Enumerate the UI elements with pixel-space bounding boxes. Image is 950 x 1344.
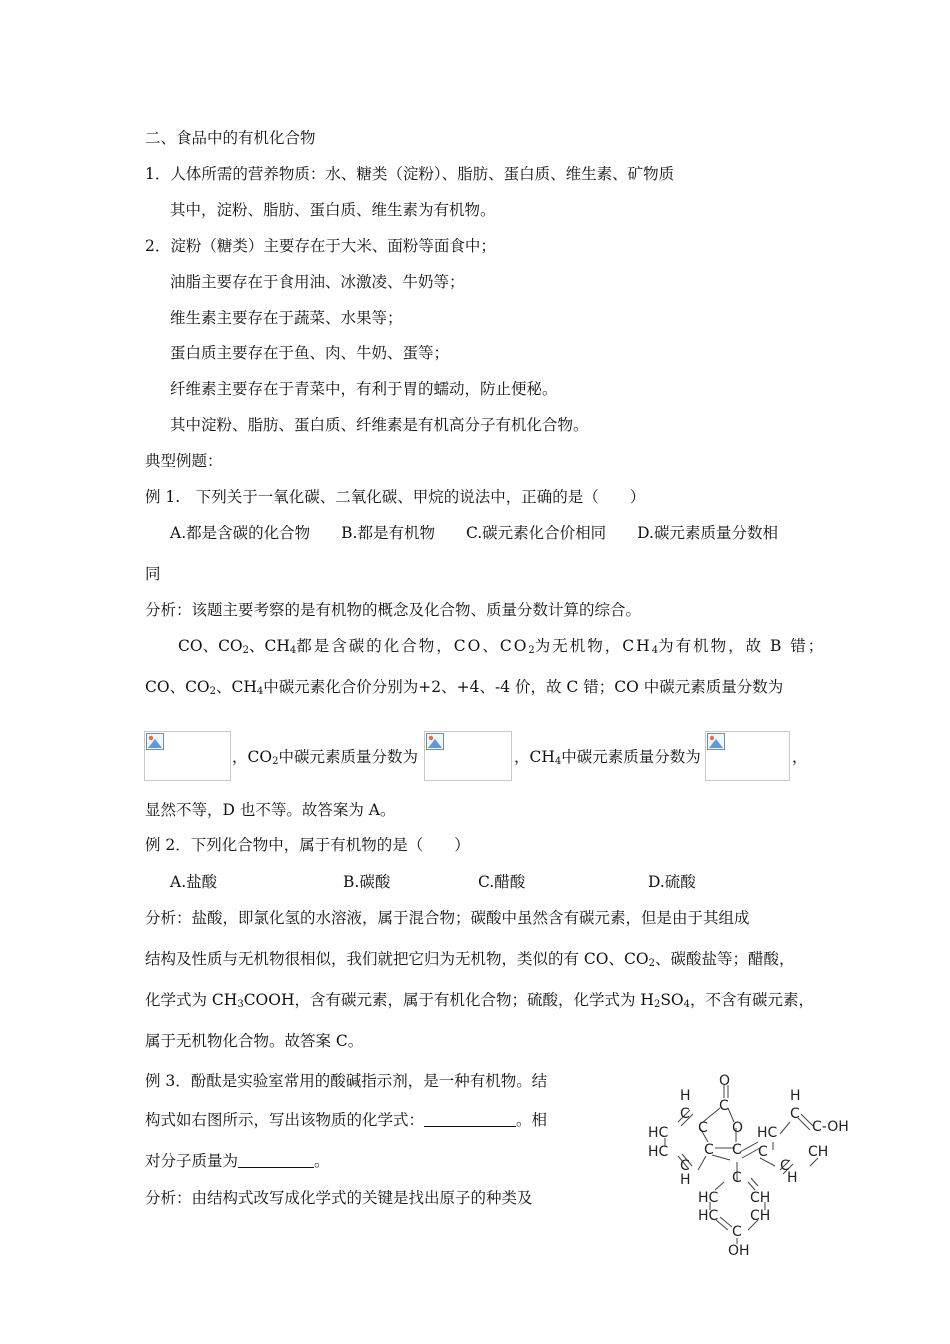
- atom-c-3: C: [704, 1142, 714, 1158]
- point2-line4: 蛋白质主要存在于鱼、肉、牛奶、蛋等；: [170, 344, 450, 362]
- example1-analysis-line3: CO、$CO_2$、$CH_4$中碳元素化合价分别为+2、+4、-4 价，故 C 错；CO 中碳元素质量分数为: [145, 678, 784, 697]
- formula-answer-blank[interactable]: [424, 1112, 516, 1127]
- phenolphthalein-structure-diagram: [640, 1070, 860, 1260]
- example2-option-d: D.硫酸: [648, 873, 696, 891]
- point2-line5: 纤维素主要存在于青菜中，有利于胃的蠕动，防止便秘。: [170, 380, 558, 398]
- example1-analysis-line1: 分析：该题主要考察的是有机物的概念及化合物、质量分数计算的综合。: [145, 601, 642, 619]
- example2-analysis-line3: 化学式为 $CH_3COOH$，含有碳元素，属于有机化合物；硫酸，化学式为 $H_2SO_4$，不含有碳元素，: [145, 991, 815, 1010]
- point2-line2: 油脂主要存在于食用油、冰激凌、牛奶等；: [170, 273, 465, 291]
- example1-question: 例 1. 下列关于一氧化碳、二氧化碳、甲烷的说法中，正确的是（ ）: [145, 488, 646, 506]
- broken-image-icon: [426, 733, 444, 750]
- atom-c-7: C: [780, 1158, 790, 1174]
- broken-image-icon: [707, 733, 725, 750]
- example2-option-c: C.醋酸: [478, 873, 526, 891]
- point1-line1: 1．人体所需的营养物质：水、糖类（淀粉）、脂肪、蛋白质、维生素、矿物质: [145, 165, 675, 183]
- example2-option-a: A.盐酸: [170, 873, 218, 891]
- atom-hc-4: HC: [698, 1190, 719, 1206]
- example1-analysis-line4-part2: ，$CH_4$中碳元素质量分数为: [514, 748, 701, 767]
- example3-analysis: 分析：由结构式改写成化学式的关键是找出原子的种类及: [145, 1189, 533, 1207]
- example1-analysis-line2: CO、$CO_2$、$CH_4$都是含碳的化合物，CO、$CO_2$为无机物，$CH_4$为有机物，故 B 错；: [178, 637, 826, 656]
- point1-line2: 其中，淀粉、脂肪、蛋白质、维生素为有机物。: [170, 201, 496, 219]
- atom-c-1: C: [680, 1106, 690, 1122]
- example3-line3: 对分子质量为 。: [145, 1152, 330, 1170]
- example1-options-wrap: 同: [145, 565, 161, 583]
- atom-o-ring: O: [732, 1120, 744, 1136]
- example2-analysis-line2: 结构及性质与无机物很相似，我们就把它归为无机物，类似的有 CO、$CO_2$、碳酸盐等；醋酸，: [145, 950, 795, 969]
- example2-analysis-line1: 分析：盐酸，即氯化氢的水溶液，属于混合物；碳酸中虽然含有碳元素，但是由于其组成: [145, 909, 750, 927]
- atom-c-oh-right: C-OH: [812, 1119, 849, 1135]
- point2-line1: 2．淀粉（糖类）主要存在于大米、面粉等面食中；: [145, 237, 496, 255]
- example2-question: 例 2．下列化合物中，属于有机物的是（ ）: [145, 836, 470, 854]
- section-heading: 二、食品中的有机化合物: [145, 129, 316, 147]
- atom-o-top: O: [719, 1073, 731, 1089]
- point2-line3: 维生素主要存在于蔬菜、水果等；: [170, 309, 403, 327]
- atom-h-4: H: [787, 1170, 798, 1186]
- example1-analysis-line5: 显然不等，D 也不等。故答案为 A。: [145, 801, 396, 819]
- atom-hc-2: HC: [648, 1144, 669, 1160]
- point2-line6: 其中淀粉、脂肪、蛋白质、纤维素是有机高分子有机化合物。: [170, 416, 589, 434]
- atom-c-9: C: [732, 1224, 742, 1240]
- atom-hc-1: HC: [648, 1125, 669, 1141]
- atom-c-8: C: [732, 1170, 742, 1186]
- atom-c-central: C: [732, 1142, 742, 1158]
- formula-image-co2: [424, 731, 512, 781]
- formula-image-co: [144, 731, 231, 781]
- atom-oh-bottom: OH: [728, 1243, 750, 1259]
- atom-ch-1: CH: [808, 1144, 829, 1160]
- atom-c-5: C: [790, 1106, 800, 1122]
- atom-h-2: H: [680, 1172, 691, 1188]
- atom-h-3: H: [790, 1088, 801, 1104]
- atom-c-carbonyl: C: [719, 1098, 729, 1114]
- atom-h-1: H: [680, 1088, 691, 1104]
- example2-analysis-line4: 属于无机物化合物。故答案 C。: [145, 1032, 364, 1050]
- example3-line1: 例 3．酚酞是实验室常用的酸碱指示剂，是一种有机物。结: [145, 1072, 548, 1090]
- atom-ch-3: CH: [750, 1208, 771, 1224]
- atom-c-2: C: [698, 1120, 708, 1136]
- atom-hc-3: HC: [757, 1125, 778, 1141]
- example2-option-b: B.碳酸: [343, 873, 391, 891]
- example1-analysis-line4-part1: ，$CO_2$中碳元素质量分数为: [232, 748, 418, 767]
- broken-image-icon: [146, 733, 164, 750]
- atom-c-4: C: [680, 1158, 690, 1174]
- example3-line2: 构式如右图所示，写出该物质的化学式： 。相: [145, 1111, 548, 1129]
- examples-title: 典型例题：: [145, 452, 223, 470]
- formula-image-ch4: [705, 731, 790, 781]
- mass-answer-blank[interactable]: [238, 1153, 314, 1168]
- example1-options: A.都是含碳的化合物 B.都是有机物 C.碳元素化合价相同 D.碳元素质量分数相: [170, 524, 778, 542]
- atom-ch-2: CH: [750, 1190, 771, 1206]
- atom-c-6: C: [758, 1144, 768, 1160]
- atom-hc-5: HC: [698, 1208, 719, 1224]
- example1-analysis-line4-part3: ，: [792, 748, 808, 766]
